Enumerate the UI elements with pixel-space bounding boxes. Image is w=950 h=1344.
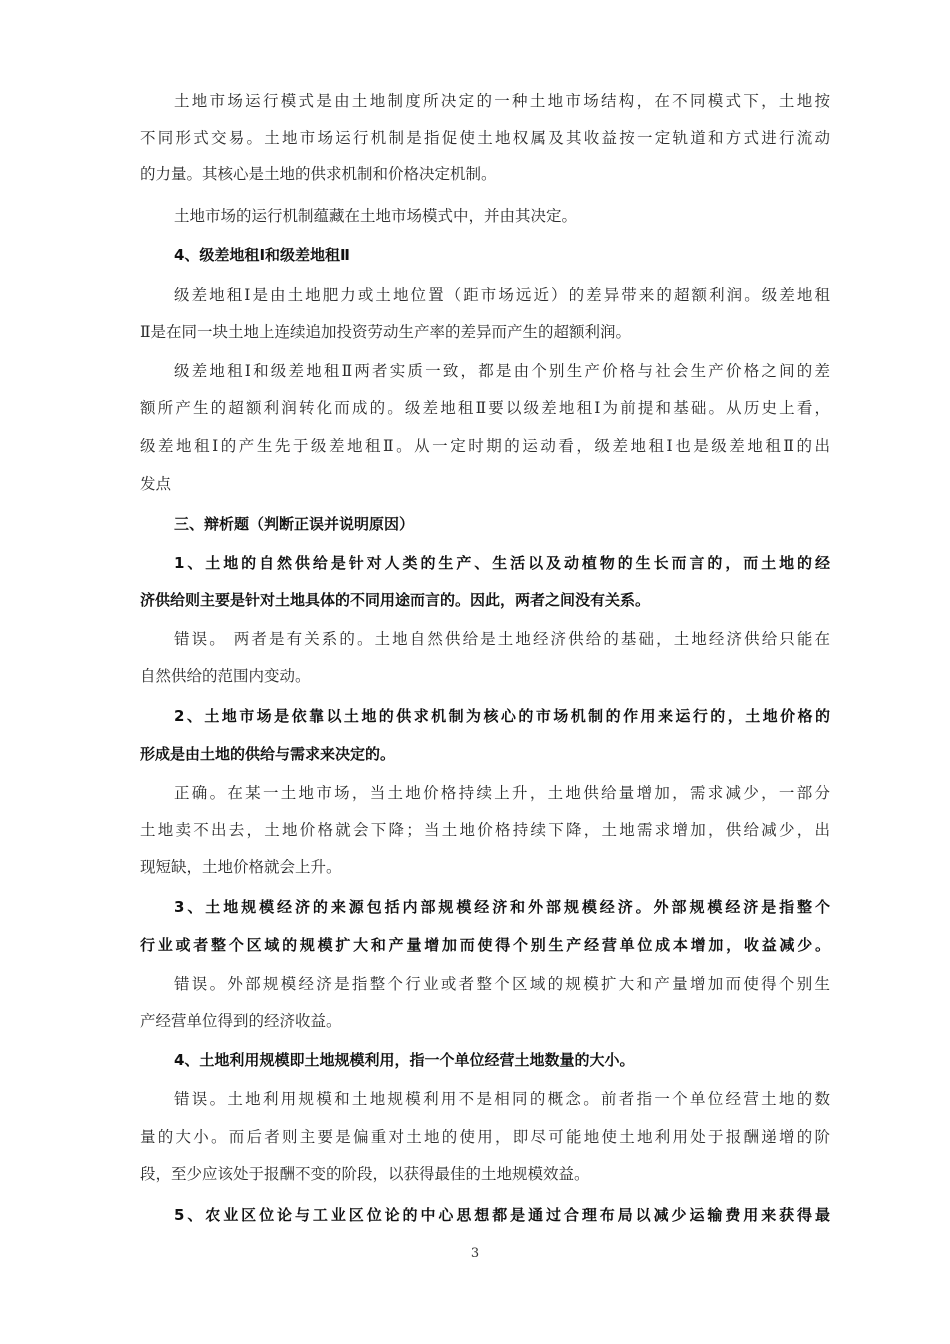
answer-line: 自然供给的范围内变动。: [140, 667, 311, 685]
question-line: 5、农业区位论与工业区位论的中心思想都是通过合理布局以减少运输费用来获得最: [174, 1206, 830, 1224]
paragraph-line: 级差地租Ⅰ和级差地租Ⅱ两者实质一致，都是由个别生产价格与社会生产价格之间的差: [174, 362, 830, 380]
paragraph-line: 的力量。其核心是土地的供求机制和价格决定机制。: [140, 165, 497, 183]
question-line: 2、土地市场是依靠以土地的供求机制为核心的市场机制的作用来运行的，土地价格的: [174, 707, 830, 725]
section-heading: 三、辩析题（判断正误并说明原因）: [174, 515, 415, 533]
paragraph-line: 级差地租Ⅰ的产生先于级差地租Ⅱ。从一定时期的运动看，级差地租Ⅰ也是级差地租Ⅱ的出: [140, 437, 830, 455]
answer-line: 错误。 两者是有关系的。土地自然供给是土地经济供给的基础，土地经济供给只能在: [174, 630, 830, 648]
answer-line: 量的大小。而后者则主要是偏重对土地的使用，即尽可能地使土地利用处于报酬递增的阶: [140, 1128, 830, 1146]
answer-line: 错误。土地利用规模和土地规模利用不是相同的概念。前者指一个单位经营土地的数: [174, 1090, 830, 1108]
answer-line: 现短缺，土地价格就会上升。: [140, 858, 342, 876]
section-heading: 4、级差地租Ⅰ和级差地租Ⅱ: [174, 246, 350, 264]
answer-line: 产经营单位得到的经济收益。: [140, 1012, 342, 1030]
answer-line: 段，至少应该处于报酬不变的阶段，以获得最佳的土地规模效益。: [140, 1165, 590, 1183]
paragraph-line: 发点: [140, 475, 172, 493]
paragraph-line: 额所产生的超额利润转化而成的。级差地租Ⅱ要以级差地租Ⅰ为前提和基础。从历史上看，: [140, 399, 830, 417]
paragraph-line: 级差地租Ⅰ是由土地肥力或土地位置（距市场远近）的差异带来的超额利润。级差地租: [174, 286, 830, 304]
paragraph-line: 土地市场的运行机制蕴藏在土地市场模式中，并由其决定。: [174, 207, 578, 225]
answer-line: 错误。外部规模经济是指整个行业或者整个区域的规模扩大和产量增加而使得个别生: [174, 975, 830, 993]
paragraph-line: Ⅱ是在同一块土地上连续追加投资劳动生产率的差异而产生的超额利润。: [140, 323, 632, 341]
question-line: 1、土地的自然供给是针对人类的生产、生活以及动植物的生长而言的，而土地的经: [174, 554, 830, 572]
answer-line: 正确。在某一土地市场，当土地价格持续上升，土地供给量增加，需求减少，一部分: [174, 784, 830, 802]
page-number: 3: [470, 1246, 480, 1261]
question-line: 济供给则主要是针对土地具体的不同用途而言的。因此，两者之间没有关系。: [140, 591, 651, 609]
question-line: 4、土地利用规模即土地规模利用，指一个单位经营土地数量的大小。: [174, 1051, 635, 1069]
question-line: 形成是由土地的供给与需求来决定的。: [140, 745, 396, 763]
question-line: 3、土地规模经济的来源包括内部规模经济和外部规模经济。外部规模经济是指整个: [174, 898, 830, 916]
paragraph-line: 不同形式交易。土地市场运行机制是指促使土地权属及其收益按一定轨道和方式进行流动: [140, 129, 830, 147]
paragraph-line: 土地市场运行模式是由土地制度所决定的一种土地市场结构，在不同模式下，土地按: [174, 92, 830, 110]
question-line: 行业或者整个区域的规模扩大和产量增加而使得个别生产经营单位成本增加，收益减少。: [140, 936, 830, 954]
answer-line: 土地卖不出去，土地价格就会下降；当土地价格持续下降，土地需求增加，供给减少，出: [140, 821, 830, 839]
